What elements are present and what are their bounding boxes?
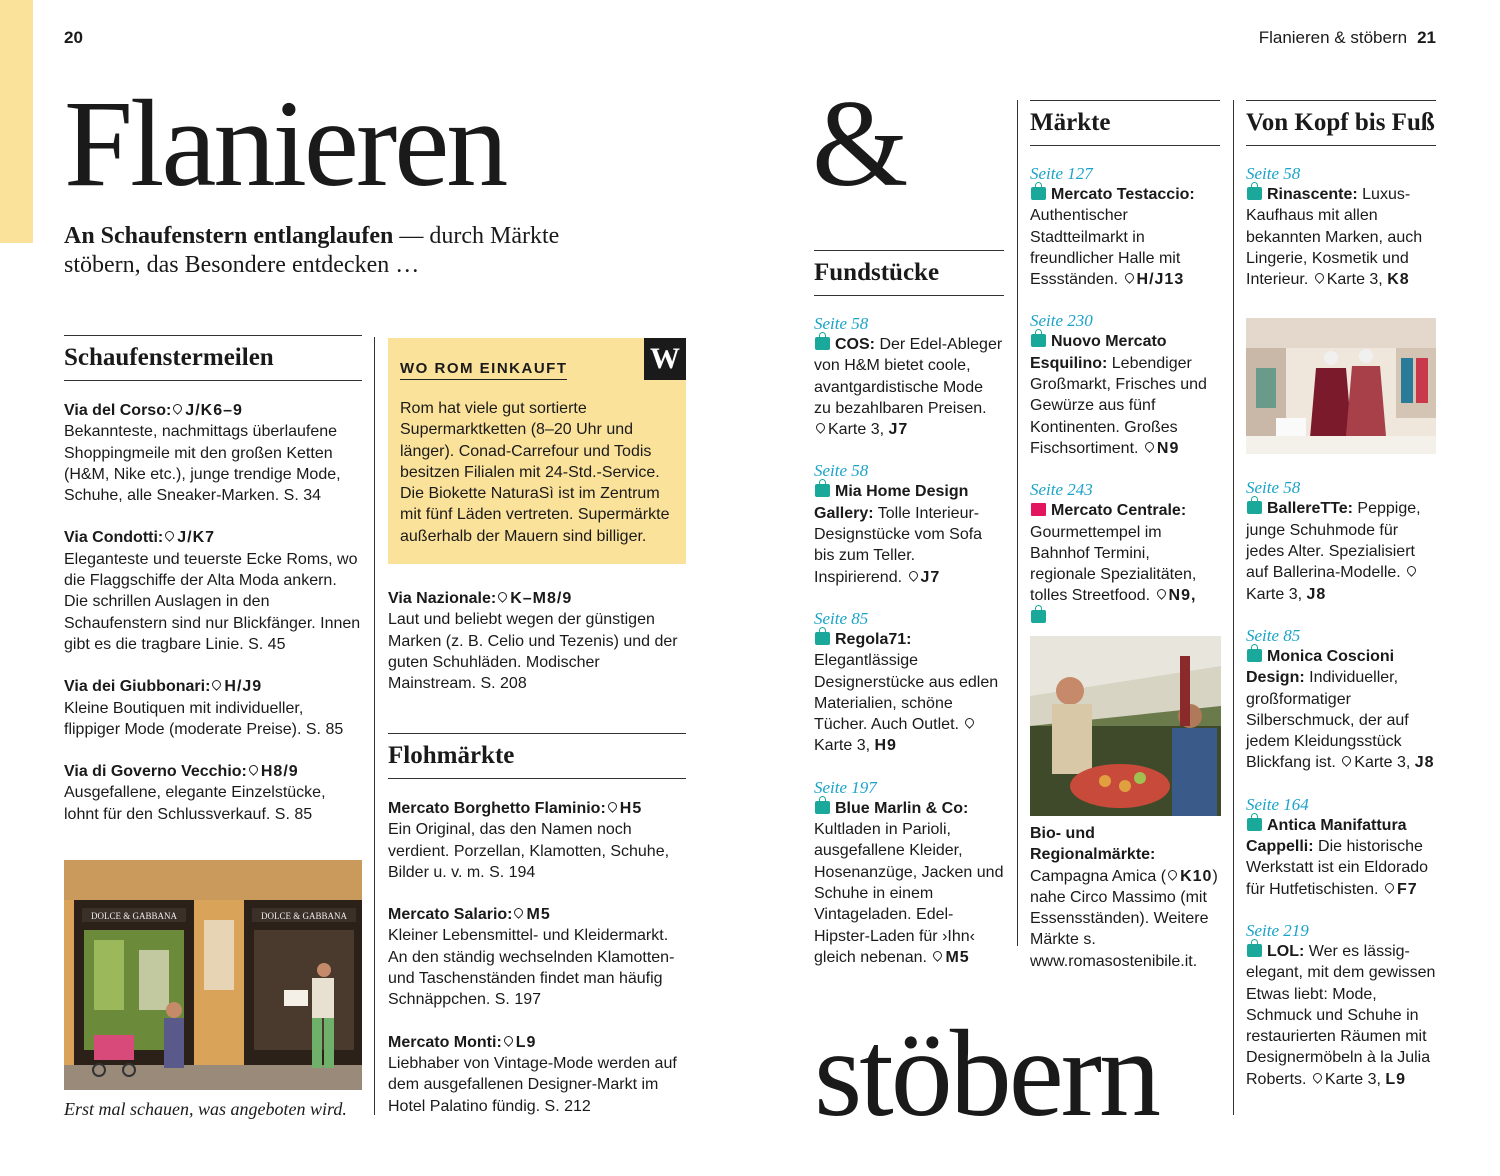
- list-item: [64, 761, 362, 825]
- entry-name: Blue Marlin & Co:: [835, 799, 969, 817]
- list-item: [814, 314, 1004, 440]
- list-item: [1030, 164, 1220, 290]
- map-pin-icon: [965, 718, 974, 730]
- yellow-edge-tab: [0, 0, 33, 243]
- entry-ref: F7: [1396, 880, 1418, 898]
- entry-text: Der Edel-Ableger von H&M bietet coole, avantgardistische Mode zu bezahlbaren Preisen.: [814, 336, 1003, 417]
- entry-text: Authentischer Stadtteilmarkt in freundlicher Halle mit Essständen.: [1030, 207, 1181, 289]
- map-pin-icon: [514, 908, 523, 920]
- list-item: [1246, 921, 1436, 1090]
- entry-name: Via Condotti:: [64, 529, 164, 547]
- maerkte-list: [1030, 164, 1220, 628]
- entry-text: Liebhaber von Vintage-Mode werden auf dem ausgefallenen Designer-Markt im Hotel Palatino fündig. S. 212: [388, 1054, 677, 1115]
- list-item: [1030, 480, 1220, 628]
- nazionale-ref: K–M8/9: [510, 590, 573, 607]
- list-item: [64, 527, 362, 655]
- photo-caption: Erst mal schauen, was angeboten wird.: [64, 1099, 347, 1119]
- list-item: [1246, 478, 1436, 604]
- entry-text: Die historische Werkstatt ist ein Eldorado für Hutfetischisten.: [1246, 838, 1429, 898]
- title-flanieren: Flanieren: [64, 75, 506, 212]
- map-pin-icon: [608, 802, 617, 814]
- entry-name: Mercato Centrale:: [1051, 502, 1187, 520]
- map-pin-icon: [173, 404, 182, 416]
- entry-name: Mercato Salario:: [388, 906, 513, 924]
- lead-bold: An Schaufenstern entlanglaufen: [64, 223, 394, 249]
- page-reference-link[interactable]: Seite 85: [1246, 625, 1301, 645]
- map-pin-icon: [1168, 870, 1177, 882]
- section-heading-kopf-bis-fuss: Von Kopf bis Fuß: [1246, 100, 1436, 146]
- info-box-title: WO ROM EINKAUFT: [400, 360, 567, 380]
- shopping-bag-icon: [815, 801, 830, 814]
- entry-name: Via dei Giubbonari:: [64, 678, 211, 696]
- list-item: [64, 400, 362, 506]
- shopping-bag-icon: [1031, 610, 1046, 623]
- entry-name: LOL:: [1267, 942, 1305, 960]
- lead-line2: stöbern, das Besondere entdecken …: [64, 252, 420, 278]
- entry-ref-prefix: Karte 3,: [1324, 1070, 1381, 1088]
- entry-via-nazionale: [388, 588, 686, 694]
- page-reference-link[interactable]: Seite 58: [1246, 164, 1301, 183]
- nazionale-name: Via Nazionale:: [388, 590, 497, 607]
- title-ampersand: &: [812, 75, 906, 212]
- page-reference-link[interactable]: Seite 127: [1030, 164, 1093, 183]
- list-item: [814, 778, 1004, 968]
- shopping-bag-icon: [1247, 501, 1262, 514]
- map-pin-icon: [1315, 273, 1324, 285]
- list-item: [388, 904, 686, 1010]
- map-pin-icon: [1145, 442, 1154, 454]
- entry-name: COS:: [835, 336, 875, 353]
- page-reference-link[interactable]: Seite 219: [1246, 920, 1309, 940]
- map-pin-icon: [249, 765, 258, 777]
- list-item: [814, 461, 1004, 587]
- title-stoebern: stöbern: [814, 1005, 1159, 1142]
- entry-name: Antica Manifattura Cappelli:: [1246, 816, 1407, 856]
- entry-bio-regional: Bio- und Regionalmärkte: Campagna Amica ( K10) nahe Circo Massimo (mit Essensständen). Weitere Märkte s. www.romasostenibile.it.: [1030, 825, 1218, 970]
- shopping-bag-icon: [815, 632, 830, 645]
- list-item: [1246, 795, 1436, 900]
- entry-ref: H/J13: [1136, 271, 1185, 289]
- entry-ref: J7: [920, 568, 941, 586]
- shopping-bag-icon: [1247, 187, 1262, 200]
- shop-window-photo: [64, 860, 362, 1090]
- map-pin-icon: [1407, 566, 1416, 578]
- fundstuecke-list: [814, 314, 1004, 968]
- shopping-bag-icon: [1031, 187, 1046, 200]
- entry-ref-prefix: Karte 3,: [1354, 754, 1411, 772]
- entry-ref: N9,: [1168, 587, 1197, 605]
- column-flohmaerkte: [388, 733, 686, 1138]
- column-divider-1: [374, 337, 375, 1115]
- entry-ref: M5: [945, 948, 970, 966]
- map-pin-icon: [1157, 589, 1166, 601]
- bio-ref: K10: [1180, 867, 1213, 885]
- list-item: [388, 1032, 686, 1117]
- column-maerkte: [1030, 100, 1220, 649]
- entry-ref: J8: [1414, 754, 1435, 772]
- pink-square-icon: [1031, 503, 1046, 516]
- entry-text: Ausgefallene, elegante Einzelstücke, lohnt für den Schlussverkauf. S. 85: [64, 784, 326, 823]
- entry-name: Via del Corso:: [64, 402, 172, 419]
- list-item: [814, 609, 1004, 757]
- page-reference-link[interactable]: Seite 58: [814, 314, 869, 333]
- w-badge: W: [644, 338, 686, 380]
- map-pin-icon: [909, 571, 918, 583]
- map-pin-icon: [212, 680, 221, 692]
- map-pin-icon: [1342, 756, 1351, 768]
- page-reference-link[interactable]: Seite 58: [814, 461, 869, 481]
- page-reference-link[interactable]: Seite 85: [814, 608, 869, 628]
- flohmaerkte-list: [388, 798, 686, 1117]
- entry-text: Gourmettempel im Bahnhof Termini, regionale Spezialitäten, tolles Streetfood.: [1030, 523, 1197, 605]
- map-pin-icon: [1385, 883, 1394, 895]
- entry-name: Mercato Testaccio:: [1051, 186, 1195, 203]
- entry-text: Lebendiger Großmarkt, Frisches und Gewürze aus fünf Kontinenten. Großes Fischsortiment.: [1030, 354, 1207, 457]
- entry-ref: N9: [1156, 439, 1180, 457]
- entry-name: Via di Governo Vecchio:: [64, 763, 247, 781]
- map-pin-icon: [165, 531, 174, 543]
- market-photo: [1030, 636, 1221, 816]
- column-kopf-bis-fuss: [1246, 100, 1436, 1111]
- page-number-left: 20: [64, 28, 83, 47]
- entry-text: Individueller, großformatiger Silberschmuck, der auf jedem Kleidungsstück Blickfang ist.: [1246, 669, 1409, 772]
- bio-text2: nahe Circo Massimo (mit Essensständen). Weitere Märkte s. www.romasostenibile.it.: [1030, 888, 1209, 970]
- entry-text: Kleine Boutiquen mit individueller, flippiger Mode (moderate Preise). S. 85: [64, 699, 344, 738]
- entry-name: Regola71:: [835, 630, 912, 648]
- entry-text: Bekannteste, nachmittags überlaufene Shoppingmeile mit den großen Ketten (H&M, Nike etc.), junge trendige Mode, Schuhe, alle Sneaker-Marken. S. 34: [64, 423, 341, 505]
- section-heading-flohmaerkte: Flohmärkte: [388, 733, 686, 779]
- entry-text: Kleiner Lebensmittel- und Kleidermarkt. An den ständig wechselnden Klamotten- und Taschenständen findet man häufig Schnäppchen. S. 197: [388, 927, 675, 1009]
- entry-ref: H5: [619, 800, 643, 817]
- shopping-bag-icon: [1247, 649, 1262, 662]
- shopping-bag-icon: [815, 484, 830, 497]
- map-pin-icon: [498, 592, 507, 604]
- map-pin-icon: [816, 423, 825, 435]
- kopf-bis-fuss-list: [1246, 164, 1436, 1090]
- shopping-bag-icon: [815, 337, 830, 350]
- page-reference-link[interactable]: Seite 164: [1246, 794, 1309, 814]
- entry-ref: J8: [1306, 585, 1327, 603]
- entry-ref: L9: [1385, 1070, 1407, 1088]
- entry-ref: L9: [515, 1033, 537, 1051]
- entry-name: Rinascente:: [1267, 186, 1358, 203]
- bio-text1: Campagna Amica: [1030, 867, 1157, 885]
- entry-ref: J/K7: [177, 529, 216, 547]
- entry-ref: K8: [1387, 271, 1410, 289]
- shopping-bag-icon: [1247, 818, 1262, 831]
- entry-ref: H9: [874, 737, 897, 755]
- map-pin-icon: [1125, 273, 1134, 285]
- list-item: [1246, 626, 1436, 774]
- page-reference-link[interactable]: Seite 58: [1246, 478, 1301, 498]
- schaufenster-list: [64, 400, 362, 825]
- running-title: Flanieren & stöbern: [1258, 28, 1408, 47]
- map-pin-icon: [1313, 1073, 1322, 1085]
- column-schaufenster: [64, 335, 362, 846]
- section-heading-maerkte: Märkte: [1030, 100, 1220, 146]
- section-heading-fundstuecke: Fundstücke: [814, 250, 1004, 296]
- entry-name: Mia Home Design Gallery:: [814, 483, 969, 522]
- bio-name: Bio- und Regionalmärkte:: [1030, 825, 1156, 864]
- shopping-bag-icon: [1247, 944, 1262, 957]
- column-divider-2: [1017, 100, 1018, 946]
- entry-name: BallereTTe:: [1267, 500, 1353, 518]
- info-box-wo-rom-einkauft: [388, 338, 686, 564]
- entry-ref: H8/9: [260, 763, 299, 781]
- entry-text: Peppige, junge Schuhmode für jedes Alter. Spezialisiert auf Ballerina-Modelle.: [1246, 500, 1421, 582]
- entry-text: Tolle Interieur-Designstücke vom Sofa bis zum Teller. Inspirierend.: [814, 504, 983, 586]
- section-heading-schaufenster: Schaufenstermeilen: [64, 335, 362, 381]
- entry-text: Elegantlässige Designerstücke aus edlen Materialien, schöne Tücher. Auch Outlet.: [814, 652, 999, 734]
- entry-ref-prefix: Karte 3,: [814, 737, 871, 755]
- entry-name: Mercato Borghetto Flaminio:: [388, 800, 606, 817]
- page-number-right: 21: [1417, 28, 1436, 47]
- entry-ref-prefix: Karte 3,: [1326, 271, 1383, 289]
- entry-ref: J/K6–9: [185, 402, 243, 419]
- entry-text: Wer es lässig-elegant, mit dem gewissen Etwas liebt: Mode, Schmuck und Schuhe in restaurierten Räumen mit Designermöbeln à la Julia Roberts.: [1246, 942, 1436, 1088]
- entry-text: Luxus-Kaufhaus mit allen bekannten Marken, auch Lingerie, Kosmetik und Interieur.: [1246, 186, 1423, 289]
- entry-ref-prefix: Karte 3,: [1246, 585, 1303, 603]
- entry-name: Nuovo Mercato Esquilino:: [1030, 333, 1167, 372]
- column-divider-3: [1233, 100, 1234, 1115]
- lead-text: [64, 222, 624, 280]
- photo-sign-left: DOLCE & GABBANA: [90, 911, 178, 921]
- entry-text: Ein Original, das den Namen noch verdient. Porzellan, Klamotten, Schuhe, Bilder u. v. m. S. 194: [388, 821, 670, 881]
- lead-rest: — durch Märkte: [393, 223, 560, 249]
- list-item: [64, 676, 362, 740]
- entry-text: Eleganteste und teuerste Ecke Roms, wo die Flaggschiffe der Alta Moda ankern. Die schrillen Auslagen in den Schaufenstern sind nur Blickfänger. Innen gibt es die tragbare Linie. S. 45: [64, 550, 361, 653]
- map-pin-icon: [504, 1036, 513, 1048]
- page-reference-link[interactable]: Seite 230: [1030, 311, 1093, 331]
- entry-name: Monica Coscioni Design:: [1246, 647, 1395, 687]
- entry-ref: M5: [526, 906, 551, 924]
- shopping-bag-icon: [1031, 334, 1046, 347]
- page-reference-link[interactable]: Seite 243: [1030, 480, 1093, 500]
- entry-ref-prefix: Karte 3,: [828, 421, 885, 439]
- entry-ref: J7: [888, 421, 909, 439]
- entry-ref: H/J9: [224, 678, 263, 696]
- entry-text: Kultladen in Parioli, ausgefallene Kleider, Hosenanzüge, Jacken und Schuhe in einem Vintageladen. Edel-Hipster-Laden für ›Ihn‹ gleich nebenan.: [814, 821, 1004, 966]
- running-header: [1259, 28, 1436, 48]
- photo-sign-right: DOLCE & GABBANA: [260, 911, 348, 921]
- list-item: [1030, 311, 1220, 459]
- nazionale-text: Laut und beliebt wegen der günstigen Marken (z. B. Celio und Tezenis) und der guten Schuhläden. Modischer Mainstream. S. 208: [388, 611, 678, 693]
- map-pin-icon: [933, 951, 942, 963]
- list-item: [1246, 164, 1436, 290]
- page-reference-link[interactable]: Seite 197: [814, 777, 877, 797]
- list-item: [388, 798, 686, 883]
- column-fundstuecke: [814, 250, 1004, 989]
- department-store-photo: [1246, 318, 1436, 454]
- entry-name: Mercato Monti:: [388, 1033, 502, 1051]
- info-box-text: Rom hat viele gut sortierte Supermarktketten (8–20 Uhr und länger). Conad-Carrefour und Todis besitzen Filialen mit 24-Std.-Service. Die Biokette NaturaSì ist im Zentrum mit fünf Läden vertreten. Supermärkte außerhalb der Mauern sind billiger.: [400, 400, 670, 545]
